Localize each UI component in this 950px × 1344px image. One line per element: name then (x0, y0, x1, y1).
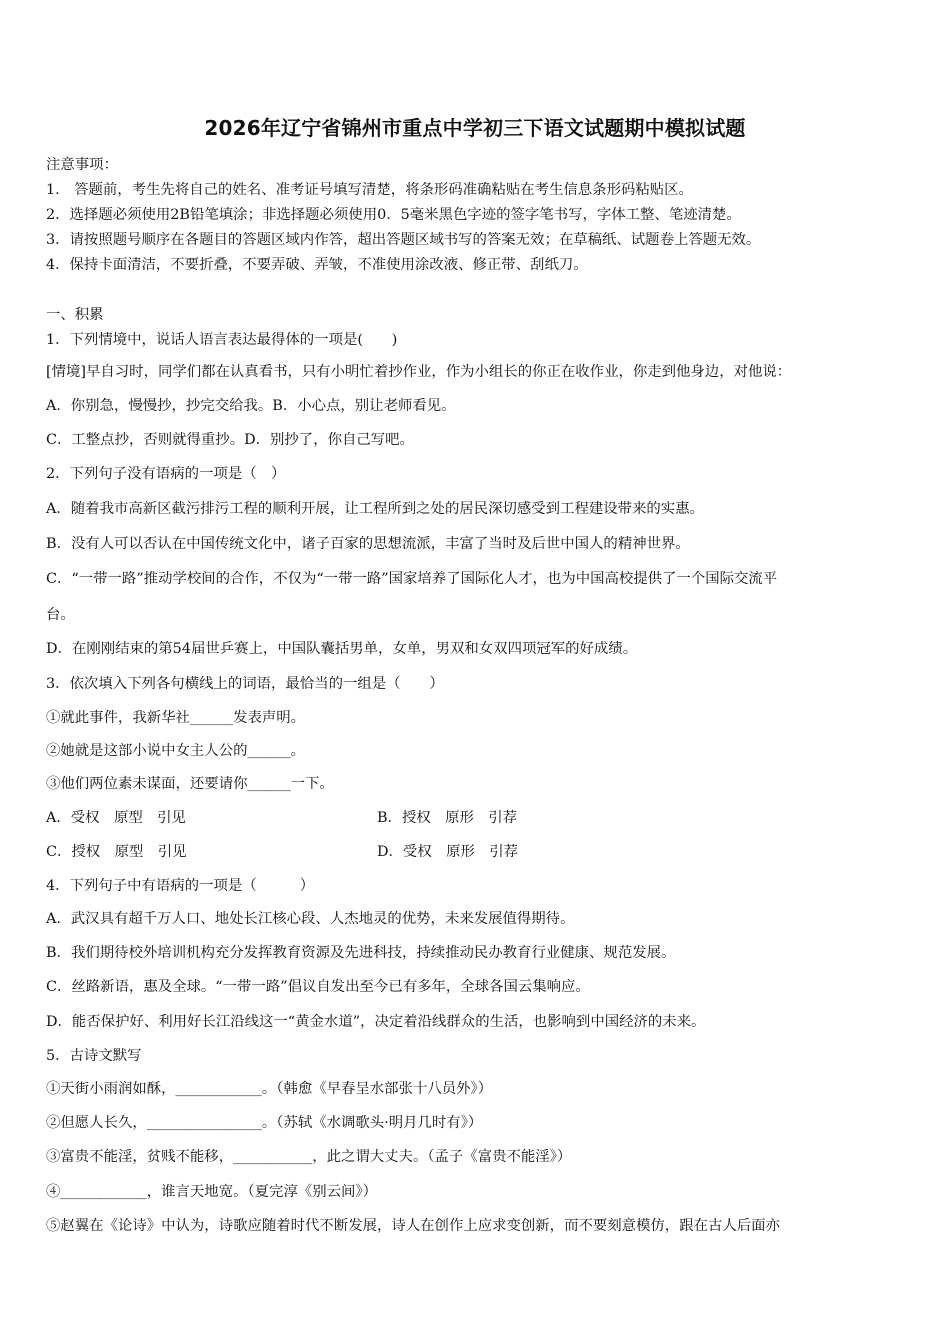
notice-item-3: 3．请按照题号顺序在各题目的答题区域内作答，超出答题区域书写的答案无效；在草稿纸、试题卷上答题无效。 (46, 232, 761, 248)
notice-item-4: 4．保持卡面清洁，不要折叠，不要弄破、弄皱，不准使用涂改液、修正带、刮纸刀。 (46, 257, 588, 273)
q2-stem: 2．下列句子没有语病的一项是（ ） (46, 466, 286, 482)
q5-line-3: ③富贵不能淫，贫贱不能移，___________，此之谓大丈夫。（孟子《富贵不能淫》） (46, 1149, 572, 1165)
q2-option-c-line1: C．“一带一路”推动学校间的合作，不仅为“一带一路”国家培养了国际化人才，也为中国高校提供了一个国际交流平 (46, 571, 778, 587)
q3-sentence-2: ②她就是这部小说中女主人公的______。 (46, 743, 306, 759)
page-title: 2026年辽宁省锦州市重点中学初三下语文试题期中模拟试题 (204, 116, 746, 140)
notice-item-1: 1. 答题前，考生先将自己的姓名、准考证号填写清楚，将条形码准确粘贴在考生信息条形码粘贴区。 (46, 182, 693, 198)
q4-option-c: C．丝路新语，惠及全球。“一带一路”倡议自发出至今已有多年，全球各国云集响应。 (46, 979, 590, 995)
section-heading: 一、积累 (46, 307, 104, 323)
q4-stem: 4．下列句子中有语病的一项是（ ） (46, 878, 315, 894)
q3-options-row-1 (46, 806, 910, 827)
notice-heading: 注意事项： (46, 157, 118, 173)
q5-line-5: ⑤赵翼在《论诗》中认为，诗歌应随着时代不断发展，诗人在创作上应求变创新，而不要刻意模仿，跟在古人后面亦 (46, 1218, 780, 1234)
q3-options-row-2 (46, 840, 910, 861)
q1-stem: 1．下列情境中，说话人语言表达最得体的一项是( ) (46, 332, 398, 348)
q2-option-d: D．在刚刚结束的第54届世乒赛上，中国队囊括男单，女单，男双和女双四项冠军的好成绩。 (46, 641, 638, 657)
q3-option-d: D．受权 原形 引荐 (377, 844, 519, 860)
q2-option-b: B．没有人可以否认在中国传统文化中，诸子百家的思想流派，丰富了当时及后世中国人的精神世界。 (46, 536, 690, 552)
q1-options-ab: A．你别急，慢慢抄，抄完交给我。B．小心点，别让老师看见。 (46, 398, 456, 414)
q5-line-4: ④____________，谁言天地宽。（夏完淳《别云间》） (46, 1184, 377, 1200)
q3-option-c: C．授权 原型 引见 (46, 844, 187, 860)
q4-option-b: B．我们期待校外培训机构充分发挥教育资源及先进科技，持续推动民办教育行业健康、规范发展。 (46, 945, 676, 961)
q5-line-2: ②但愿人长久，________________。（苏轼《水调歌头·明月几时有》） (46, 1115, 483, 1131)
q2-option-c-line2: 台。 (46, 607, 75, 623)
q4-option-d: D．能否保护好、利用好长江沿线这一“黄金水道”，决定着沿线群众的生活，也影响到中国经济的未来。 (46, 1014, 706, 1030)
notice-item-2: 2．选择题必须使用2B铅笔填涂；非选择题必须使用0．5毫米黑色字迹的签字笔书写，字体工整、笔迹清楚。 (46, 207, 741, 223)
q4-option-a: A．武汉具有超千万人口、地处长江核心段、人杰地灵的优势，未来发展值得期待。 (46, 911, 575, 927)
q3-sentence-1: ①就此事件，我新华社______发表声明。 (46, 710, 306, 726)
q5-stem: 5．古诗文默写 (46, 1048, 142, 1064)
q1-context: [情境]早自习时，同学们都在认真看书，只有小明忙着抄作业，作为小组长的你正在收作业，你走到他身边，对他说： (46, 364, 792, 380)
q3-option-b: B．授权 原形 引荐 (377, 810, 518, 826)
q5-line-1: ①天街小雨润如酥，____________。（韩愈《早春呈水部张十八员外》） (46, 1081, 493, 1097)
q2-option-a: A．随着我市高新区截污排污工程的顺利开展，让工程所到之处的居民深切感受到工程建设带来的实惠。 (46, 501, 704, 517)
q3-sentence-3: ③他们两位素未谋面，还要请你______一下。 (46, 776, 334, 792)
q3-option-a: A．受权 原型 引见 (46, 810, 186, 826)
q1-options-cd: C．工整点抄，否则就得重抄。D．别抄了，你自己写吧。 (46, 432, 414, 448)
q3-stem: 3．依次填入下列各句横线上的词语，最恰当的一组是（ ） (46, 676, 444, 692)
